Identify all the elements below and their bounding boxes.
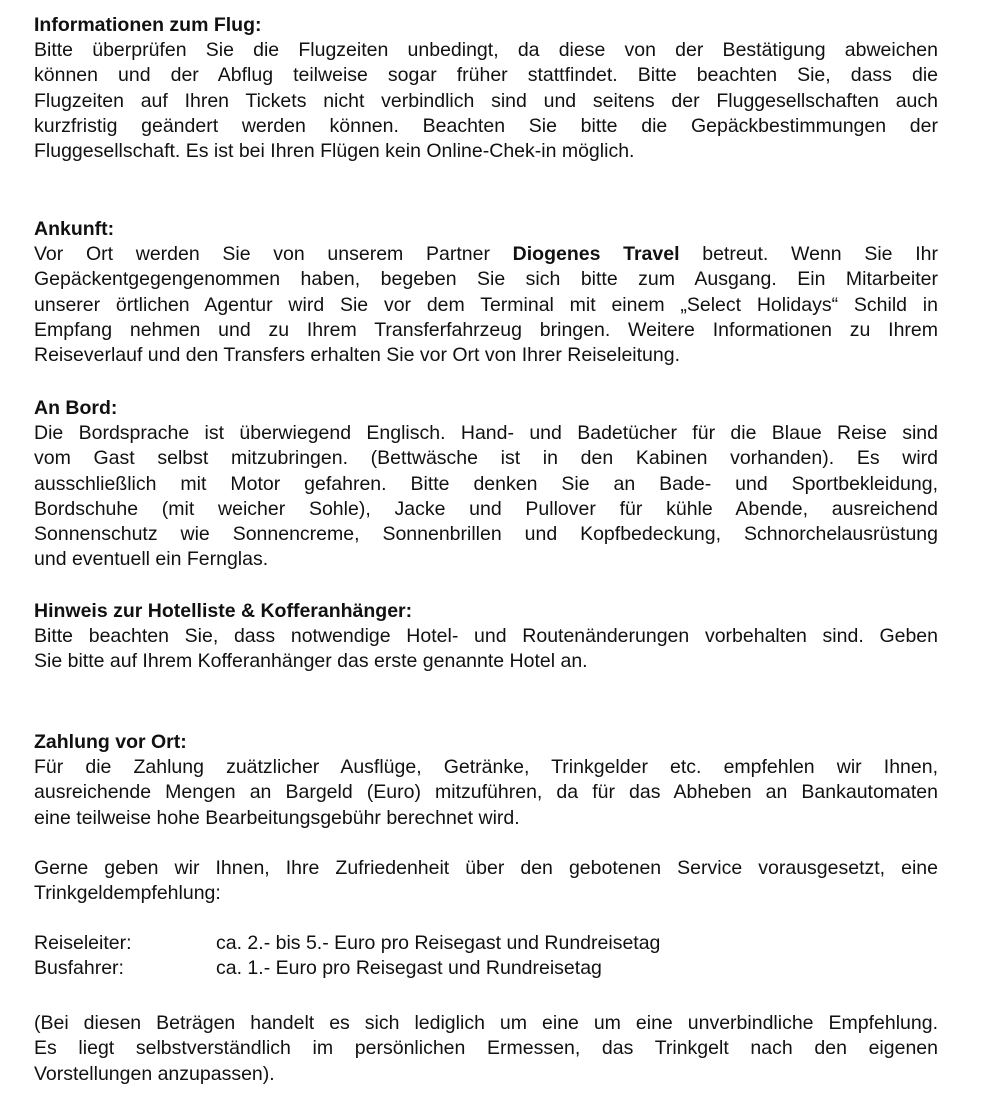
paragraph-line: Gepäckentgegengenommen haben, begeben Sie sich bitte zum Ausgang. Ein Mitarbeiter [34,268,938,291]
paragraph-line: Reiseverlauf und den Transfers erhalten Sie vor Ort von Ihrer Reiseleitung. [34,344,680,367]
paragraph-line: (Bei diesen Beträgen handelt es sich lediglich um eine um eine unverbindliche Empfehlung. [34,1012,938,1034]
paragraph-line: Die Bordsprache ist überwiegend Englisch. Hand- und Badetücher für die Blaue Reise sind [34,422,938,444]
section-heading: An Bord: [34,397,118,419]
section-hotel-note [34,599,938,675]
tip-disclaimer [34,1011,938,1087]
paragraph-line: ausschließlich mit Motor gefahren. Bitte denken Sie an Bade- und Sportbekleidung, [34,472,938,495]
paragraph-line: Vorstellungen anzupassen). [34,1062,275,1085]
paragraph-line: Gerne geben wir Ihnen, Ihre Zufriedenheit über den gebotenen Service vorausgesetzt, eine [34,857,938,879]
tip-table [34,931,938,981]
section-heading: Informationen zum Flug: [34,14,262,36]
text: betreut. Wenn Sie Ihr [702,243,938,265]
tip-intro [34,856,938,907]
paragraph-line: Sie bitte auf Ihrem Kofferanhänger das erste genannte Hotel an. [34,650,588,673]
section-arrival [34,217,938,368]
paragraph-line: Flugzeiten auf Ihren Tickets nicht verbindlich sind und seitens der Fluggesellschaften auch [34,89,938,112]
paragraph-line: und eventuell ein Fernglas. [34,548,269,571]
partner-name: Diogenes Travel [512,243,680,265]
paragraph-line: Fluggesellschaft. Es ist bei Ihren Flügen kein Online-Chek-in möglich. [34,140,635,163]
tip-role: Busfahrer: [34,957,124,979]
paragraph-line: Bitte beachten Sie, dass notwendige Hotel- und Routenänderungen vorbehalten sind. Geben [34,625,938,647]
tip-amount: ca. 2.- bis 5.- Euro pro Reisegast und Rundreisetag [216,932,661,954]
section-heading: Zahlung vor Ort: [34,731,187,753]
paragraph-line: Bordschuhe (mit weicher Sohle), Jacke und Pullover für kühle Abende, ausreichend [34,497,938,520]
paragraph-line: Sonnenschutz wie Sonnencreme, Sonnenbrillen und Kopfbedeckung, Schnorchelausrüstung [34,523,938,546]
paragraph-line: Es liegt selbstverständlich im persönlichen Ermessen, das Trinkgelt nach den eigenen [34,1037,938,1060]
paragraph-line: unserer örtlichen Agentur wird Sie vor dem Terminal mit einem „Select Holidays“ Schild in [34,293,938,316]
tip-row [34,956,938,981]
paragraph-line: können und der Abflug teilweise sogar früher stattfindet. Bitte beachten Sie, dass die [34,64,938,87]
paragraph-line: eine teilweise hohe Bearbeitungsgebühr berechnet wird. [34,806,520,829]
paragraph-line: ausreichende Mengen an Bargeld (Euro) mitzuführen, da für das Abheben an Bankautomaten [34,781,938,804]
text: Vor Ort werden Sie von unserem Partner [34,243,490,265]
section-flight-info [34,13,938,164]
section-heading: Ankunft: [34,218,115,240]
paragraph-line: vom Gast selbst mitzubringen. (Bettwäsche ist in den Kabinen vorhanden). Es wird [34,447,938,470]
paragraph-line: Bitte überprüfen Sie die Flugzeiten unbedingt, da diese von der Bestätigung abweichen [34,39,938,61]
paragraph-line: Für die Zahlung zuätzlicher Ausflüge, Getränke, Trinkgelder etc. empfehlen wir Ihnen, [34,756,938,778]
section-on-board [34,396,938,573]
paragraph-line: Trinkgeldempfehlung: [34,882,221,905]
paragraph-line: Empfang nehmen und zu Ihrem Transferfahrzeug bringen. Weitere Informationen zu Ihrem [34,318,938,341]
section-heading: Hinweis zur Hotelliste & Kofferanhänger: [34,600,413,622]
tip-row [34,931,938,956]
paragraph-line [34,242,938,267]
paragraph-line: kurzfristig geändert werden können. Beachten Sie bitte die Gepäckbestimmungen der [34,114,938,137]
tip-role: Reiseleiter: [34,932,132,954]
section-payment [34,730,938,831]
tip-amount: ca. 1.- Euro pro Reisegast und Rundreisetag [216,957,602,979]
